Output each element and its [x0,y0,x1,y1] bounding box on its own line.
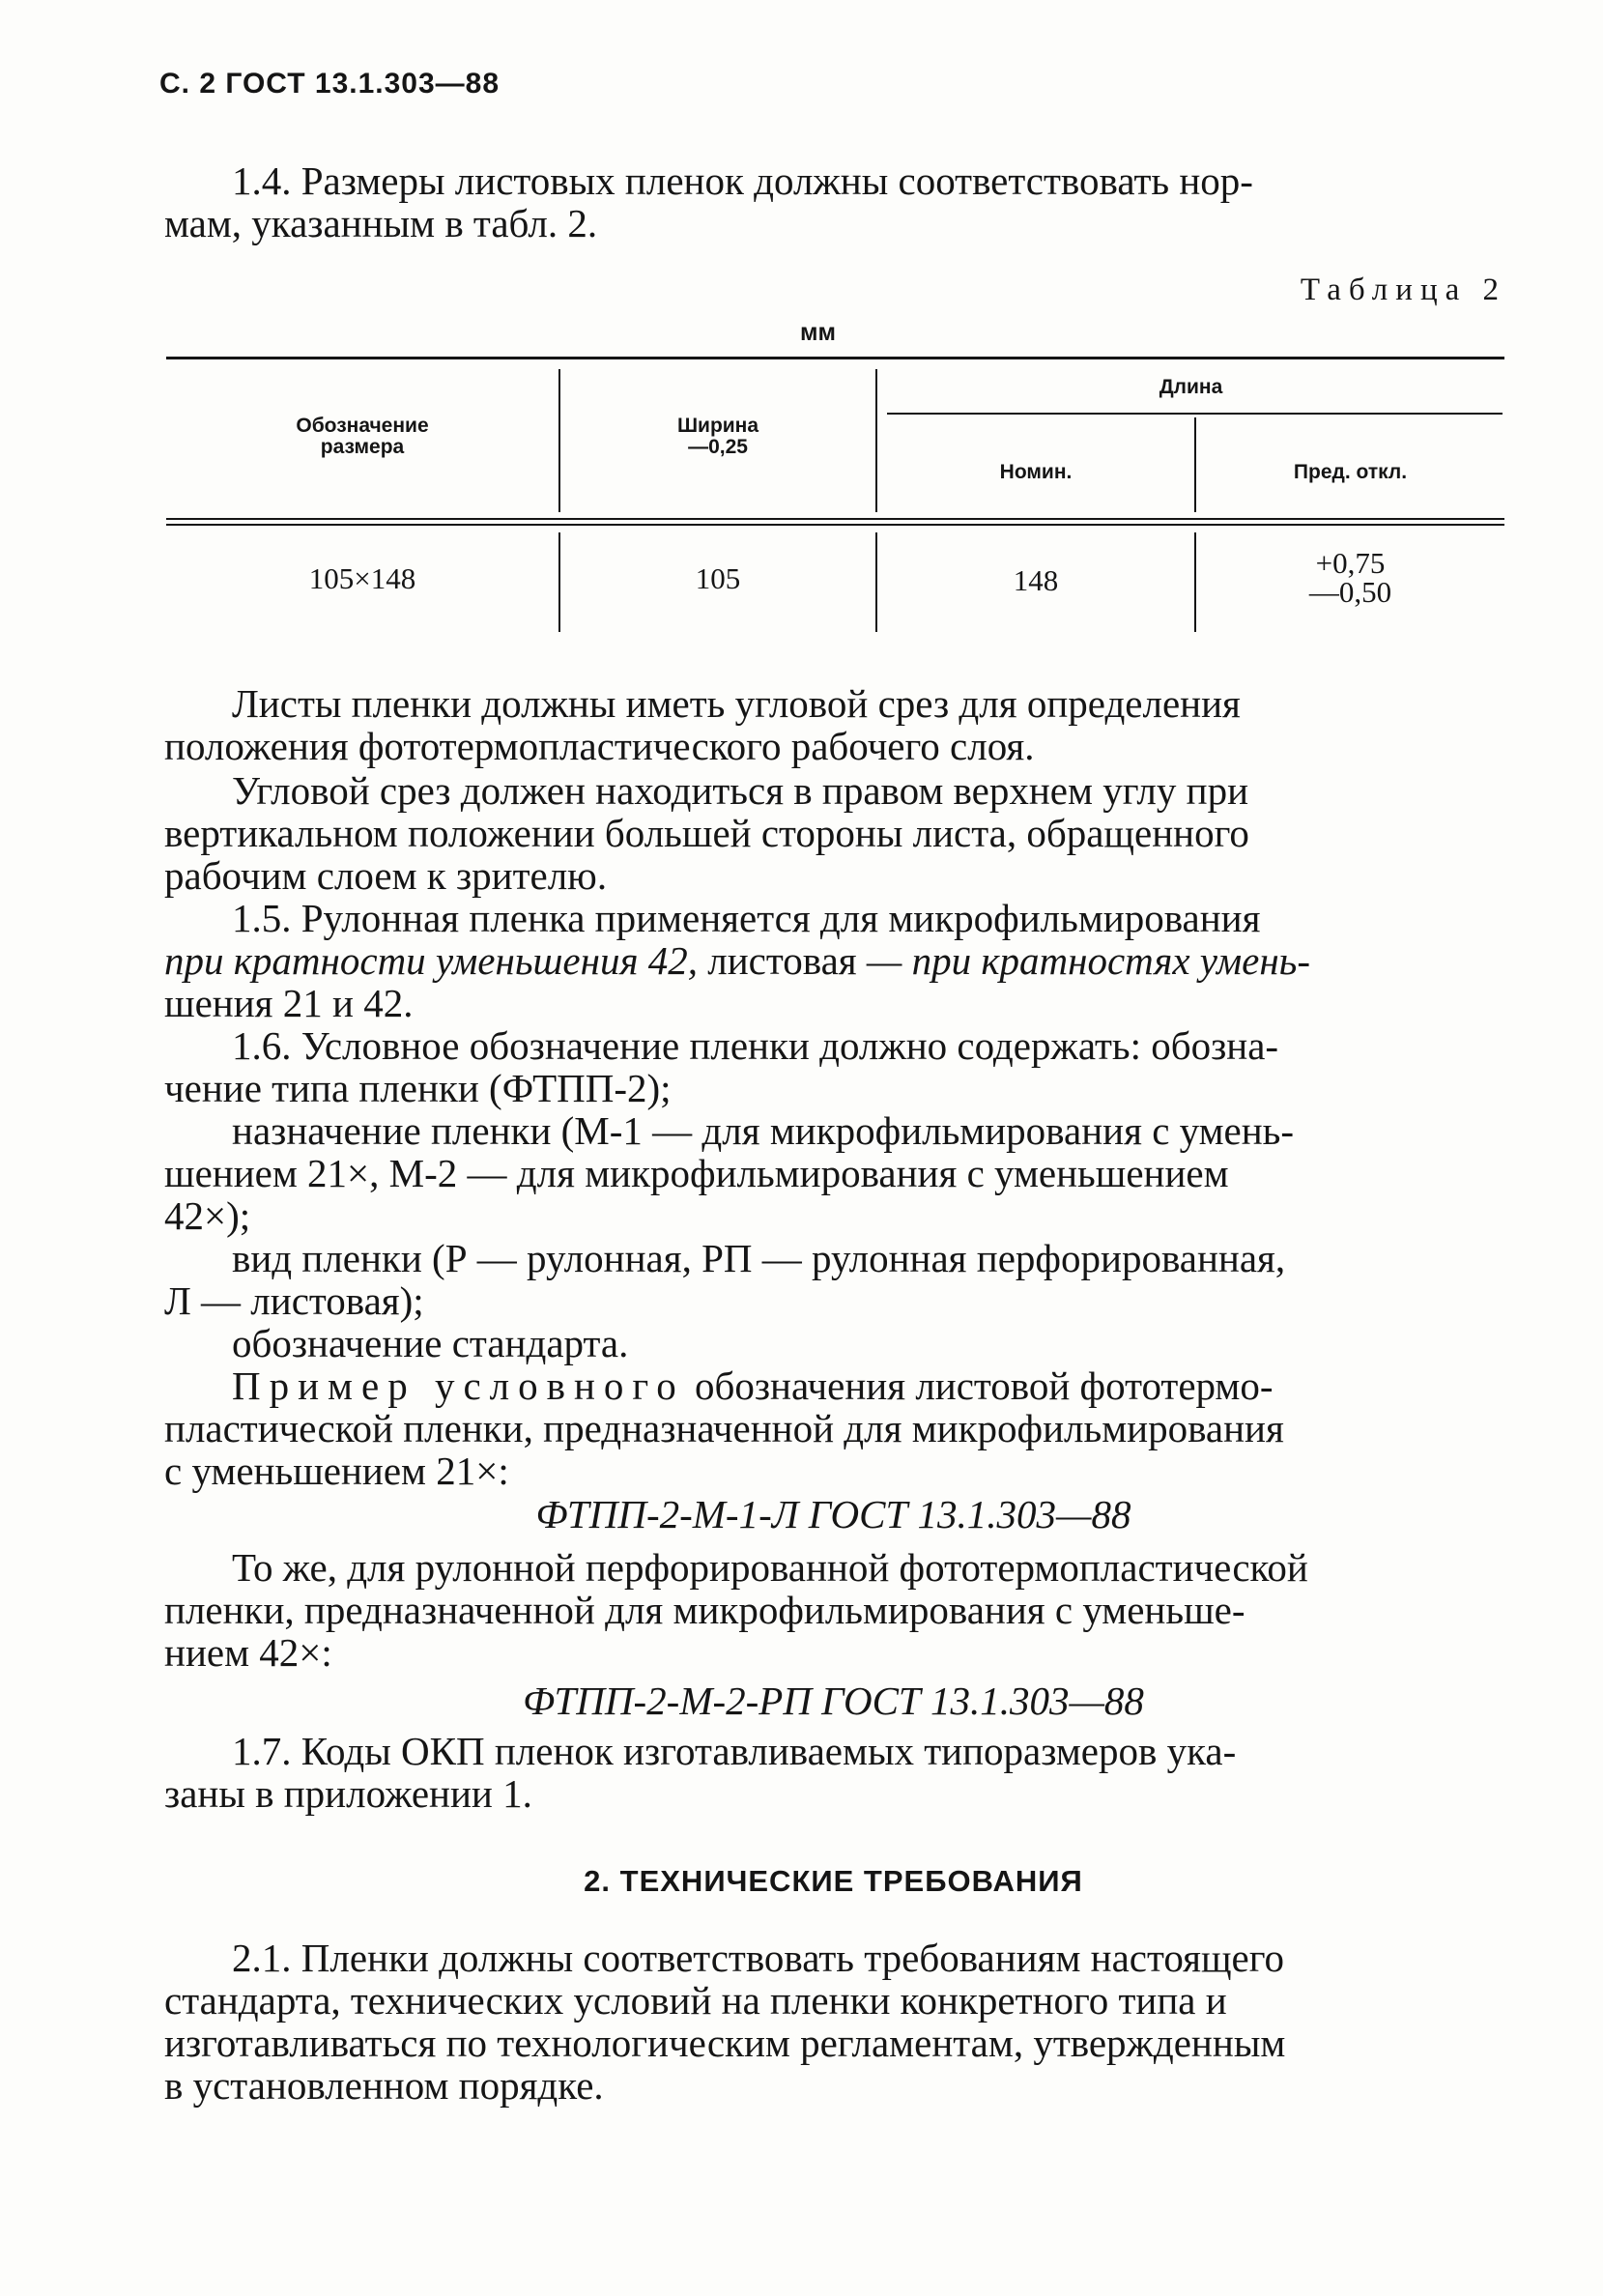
text-line [164,1364,1503,1407]
text-line: вид пленки (Р — рулонная, РП — рулонная перфорированная, [232,1236,1286,1280]
text-line: обозначение стандарта. [232,1321,629,1365]
text-line: назначение пленки (М-1 — для микрофильмирования с умень- [232,1108,1295,1153]
column-header-nominal: Номин. [999,461,1073,483]
paragraph-same-for [164,1546,1503,1674]
text-line: 2.1. Пленки должны соответствовать требованиям настоящего [232,1936,1285,1980]
paragraph-1-7 [164,1730,1503,1815]
cell-deviation [1196,546,1504,609]
text-line: с уменьшением 21×: [164,1449,509,1493]
text-line: 1.5. Рулонная пленка применяется для микрофильмирования [232,896,1261,940]
text-line: в установленном порядке. [164,2063,604,2108]
designation-example-2: ФТПП-2-М-2-РП ГОСТ 13.1.303—88 [523,1679,1144,1723]
column-header-width [560,416,875,458]
table-header-rule [166,518,1504,520]
text-line: стандарта, технических условий на пленки конкретного типа и [164,1978,1227,2023]
text-line: шения 21 и 42. [164,981,414,1025]
text-line: пластической пленки, предназначенной для микрофильмирования [164,1406,1284,1450]
text-line: 1.4. Размеры листовых пленок должны соответствовать нор- [232,158,1253,203]
header-line: —0,25 [688,436,748,458]
spaced-text: Пример условного [232,1363,685,1408]
paragraph-sheets-cut [164,682,1503,767]
text-line: 1.7. Коды ОКП пленок изготавливаемых типоразмеров ука- [232,1729,1237,1773]
paragraph-standard [164,1322,1503,1364]
paragraph-cut-position [164,769,1503,897]
text-line [164,939,1503,982]
text-line: Угловой срез должен находиться в правом верхнем углу при [232,768,1249,813]
text-line: шением 21×, М-2 — для микрофильмирования с уменьшением [164,1151,1229,1195]
cell-designation: 105×148 [308,561,416,595]
deviation-plus: +0,75 [1315,546,1386,580]
header-line: Ширина [676,415,759,437]
text-line: мам, указанным в табл. 2. [164,201,598,245]
text-run: обозначения листовой фототермо- [684,1363,1274,1408]
paragraph-1-6 [164,1024,1503,1109]
text-line: То же, для рулонной перфорированной фототермопластической [232,1545,1308,1590]
paragraph-example-intro [164,1364,1503,1492]
cell-nominal: 148 [1013,563,1059,597]
text-run: — при кратностях умень- [856,938,1310,983]
text-line: вертикальном положении большей стороны листа, обращенного [164,811,1249,855]
paragraph-purpose [164,1109,1503,1237]
column-header-length: Длина [1159,376,1223,398]
paragraph-1-5 [164,897,1503,1024]
text-line: 42×); [164,1193,251,1238]
text-run: листовая [707,938,857,983]
text-line: Листы пленки должны иметь угловой срез для определения [232,681,1241,726]
text-line: рабочим слоем к зрителю. [164,853,608,898]
text-line: Л — листовая); [164,1278,424,1323]
paragraph-kind [164,1237,1503,1322]
table-unit: мм [800,319,836,346]
designation-example-1: ФТПП-2-М-1-Л ГОСТ 13.1.303—88 [535,1492,1131,1536]
text-line: нием 42×: [164,1630,332,1675]
text-line: 1.6. Условное обозначение пленки должно содержать: обозна- [232,1023,1279,1068]
table-length-underline [887,413,1503,415]
table-caption: Таблица 2 [1300,273,1506,307]
paragraph-1-4 [164,159,1503,244]
header-line: Обозначение [296,415,429,437]
header-line: размера [320,436,405,458]
text-run: при кратности уменьшения 42, [164,938,708,983]
page-header: С. 2 ГОСТ 13.1.303—88 [159,68,501,100]
text-line: положения фототермопластического рабочего слоя. [164,724,1035,768]
section-title: 2. ТЕХНИЧЕСКИЕ ТРЕБОВАНИЯ [584,1864,1083,1898]
table-top-rule [166,357,1504,359]
text-line: изготавливаться по технологическим регламентам, утвержденным [164,2021,1286,2065]
column-header-designation [166,416,558,458]
paragraph-2-1 [164,1937,1503,2107]
table-header-rule [166,524,1504,526]
text-line: чение типа пленки (ФТПП-2); [164,1066,672,1110]
text-line: пленки, предназначенной для микрофильмирования с уменьше- [164,1588,1245,1632]
deviation-minus: —0,50 [1308,575,1392,609]
cell-width: 105 [695,561,741,595]
text-line: заны в приложении 1. [164,1771,532,1816]
column-header-deviation: Пред. откл. [1293,461,1408,483]
